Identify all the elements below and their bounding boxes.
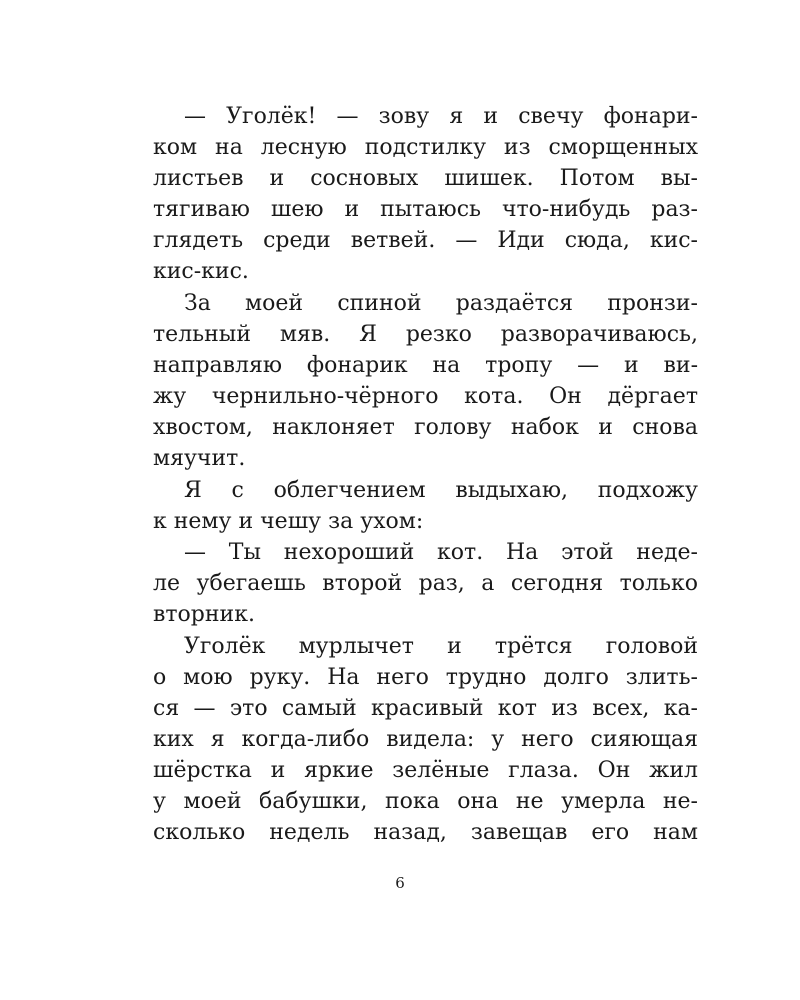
body-text [153,101,698,848]
paragraph-1 [153,101,698,287]
paragraph-3 [153,475,698,537]
text-line: сколько недель назад, завещав его нам [153,820,698,845]
text-line: у моей бабушки, пока она не умерла не- [153,789,698,814]
text-line: вторник. [153,602,255,627]
text-line: листьев и сосновых шишек. Потом вы- [153,166,698,191]
text-line: жу чернильно-чёрного кота. Он дёргает [153,384,698,409]
text-line: За моей спиной раздаётся пронзи- [184,291,698,316]
text-line: тягиваю шею и пытаюсь что-нибудь раз- [153,197,698,222]
text-line: глядеть среди ветвей. — Иди сюда, кис- [153,228,698,253]
text-line: кис-кис. [153,259,249,284]
text-line: — Ты нехороший кот. На этой неде- [184,540,698,565]
paragraph-4 [153,537,698,630]
text-line: Я с облегчением выдыхаю, подхожу [184,478,698,503]
page-number: 6 [395,874,405,892]
text-line: о мою руку. На него трудно долго злить- [153,665,698,690]
paragraph-2 [153,288,698,474]
text-line: Уголёк мурлычет и трётся головой [184,634,698,659]
paragraph-5 [153,631,698,848]
text-line: — Уголёк! — зову я и свечу фонари- [184,104,698,129]
text-line: хвостом, наклоняет голову набок и снова [153,415,698,440]
text-line: тельный мяв. Я резко разворачиваюсь, [153,322,698,347]
text-line: ких я когда-либо видела: у него сияющая [153,727,698,752]
text-line: шёрстка и яркие зелёные глаза. Он жил [153,758,698,783]
text-line: ком на лесную подстилку из сморщенных [153,135,698,160]
text-line: ле убегаешь второй раз, а сегодня только [153,571,698,596]
text-line: ся — это самый красивый кот из всех, ка- [153,696,698,721]
text-line: направляю фонарик на тропу — и ви- [153,353,698,378]
text-line: к нему и чешу за ухом: [153,509,424,534]
text-line: мяучит. [153,446,246,471]
